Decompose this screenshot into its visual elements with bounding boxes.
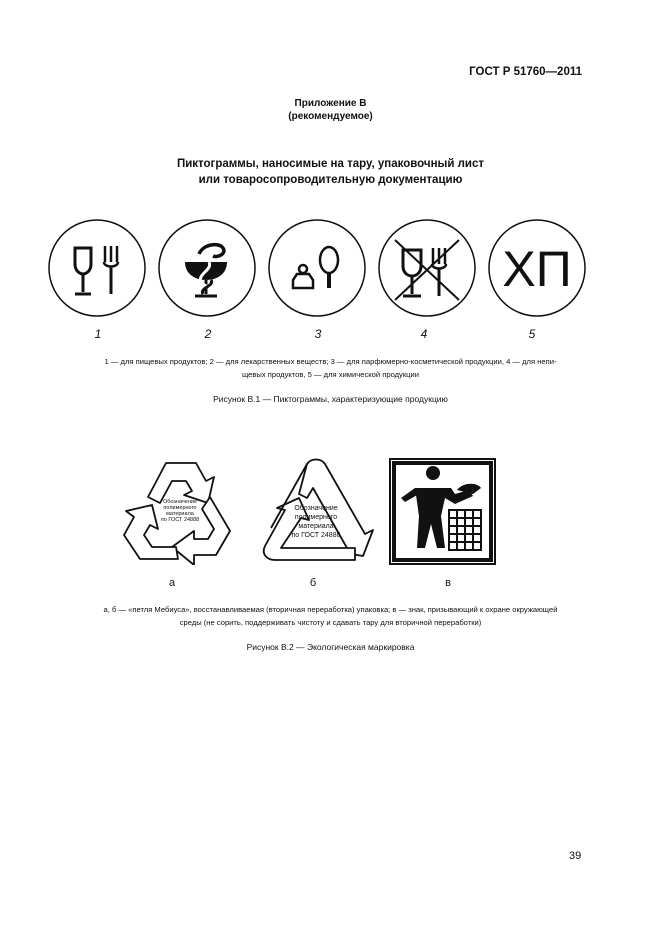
figure1-caption: Рисунок В.1 — Пиктограммы, характеризующие продукцию bbox=[213, 394, 448, 404]
document-code: ГОСТ Р 51760—2011 bbox=[469, 66, 582, 78]
non-food-crossed-glass-fork-icon bbox=[377, 218, 477, 318]
figure2-letter-b: б bbox=[309, 577, 317, 589]
appendix-subtitle: (рекомендуемое) bbox=[288, 111, 373, 122]
mobius-a-text-line4: по ГОСТ 24888 bbox=[160, 517, 200, 523]
food-glass-fork-icon bbox=[47, 218, 147, 318]
mobius-a-text-line1: Обозначение bbox=[162, 499, 198, 505]
mobius-b-text-line3: материала bbox=[298, 523, 334, 530]
mobius-a-text-line3: материала bbox=[166, 511, 194, 517]
figure2-caption: Рисунок В.2 — Экологическая маркировка bbox=[246, 642, 415, 652]
pictogram-number-3: 3 bbox=[314, 327, 322, 341]
pictogram-number-5: 5 bbox=[528, 327, 536, 341]
pictogram-number-2: 2 bbox=[204, 327, 212, 341]
pictogram-row bbox=[47, 218, 615, 330]
figure1-legend-line1: 1 — для пищевых продуктов; 2 — для лекарственных веществ; 3 — для парфюмерно-косметической продукции, 4 — для непи- bbox=[104, 357, 557, 366]
recycling-arrows-icon bbox=[118, 455, 236, 565]
figure2-legend-line1: а, б — «петля Мебиуса», восстанавливаемая (вторичная переработка) упаковка; в — знак, призывающий к охране окружающей bbox=[103, 605, 558, 614]
figure2-legend-line2: среды (не сорить, поддерживать чистоту и сдавать тару для вторичной переработки) bbox=[179, 618, 482, 627]
mobius-b-text-line2: полимерного bbox=[294, 514, 338, 521]
tidyman-icon bbox=[389, 458, 496, 565]
figure2-letter-a: а bbox=[168, 577, 176, 589]
mobius-b-text-line1: Обозначение bbox=[294, 505, 338, 512]
medicine-bowl-snake-icon bbox=[157, 218, 257, 318]
recycling-triangle-icon bbox=[255, 458, 377, 566]
figure1-legend-line2: щевых продуктов, 5 — для химической продукции bbox=[241, 370, 420, 379]
pictogram-number-4: 4 bbox=[420, 327, 428, 341]
appendix-title: Приложение В bbox=[294, 98, 367, 109]
chemical-xp-icon bbox=[487, 218, 587, 318]
chemical-xp-label: ХП bbox=[502, 241, 572, 297]
mobius-a-text-line2: полимерного bbox=[163, 505, 197, 511]
section-heading-line2: или товаросопроводительную документацию bbox=[198, 174, 463, 186]
figure2-letter-c: в bbox=[445, 577, 451, 589]
section-heading-line1: Пиктограммы, наносимые на тару, упаковочный лист bbox=[176, 158, 485, 170]
cosmetics-bottle-mirror-icon bbox=[267, 218, 367, 318]
pictogram-number-1: 1 bbox=[94, 327, 102, 341]
page-number: 39 bbox=[569, 850, 582, 862]
mobius-b-text-line4: по ГОСТ 24888 bbox=[291, 532, 341, 539]
